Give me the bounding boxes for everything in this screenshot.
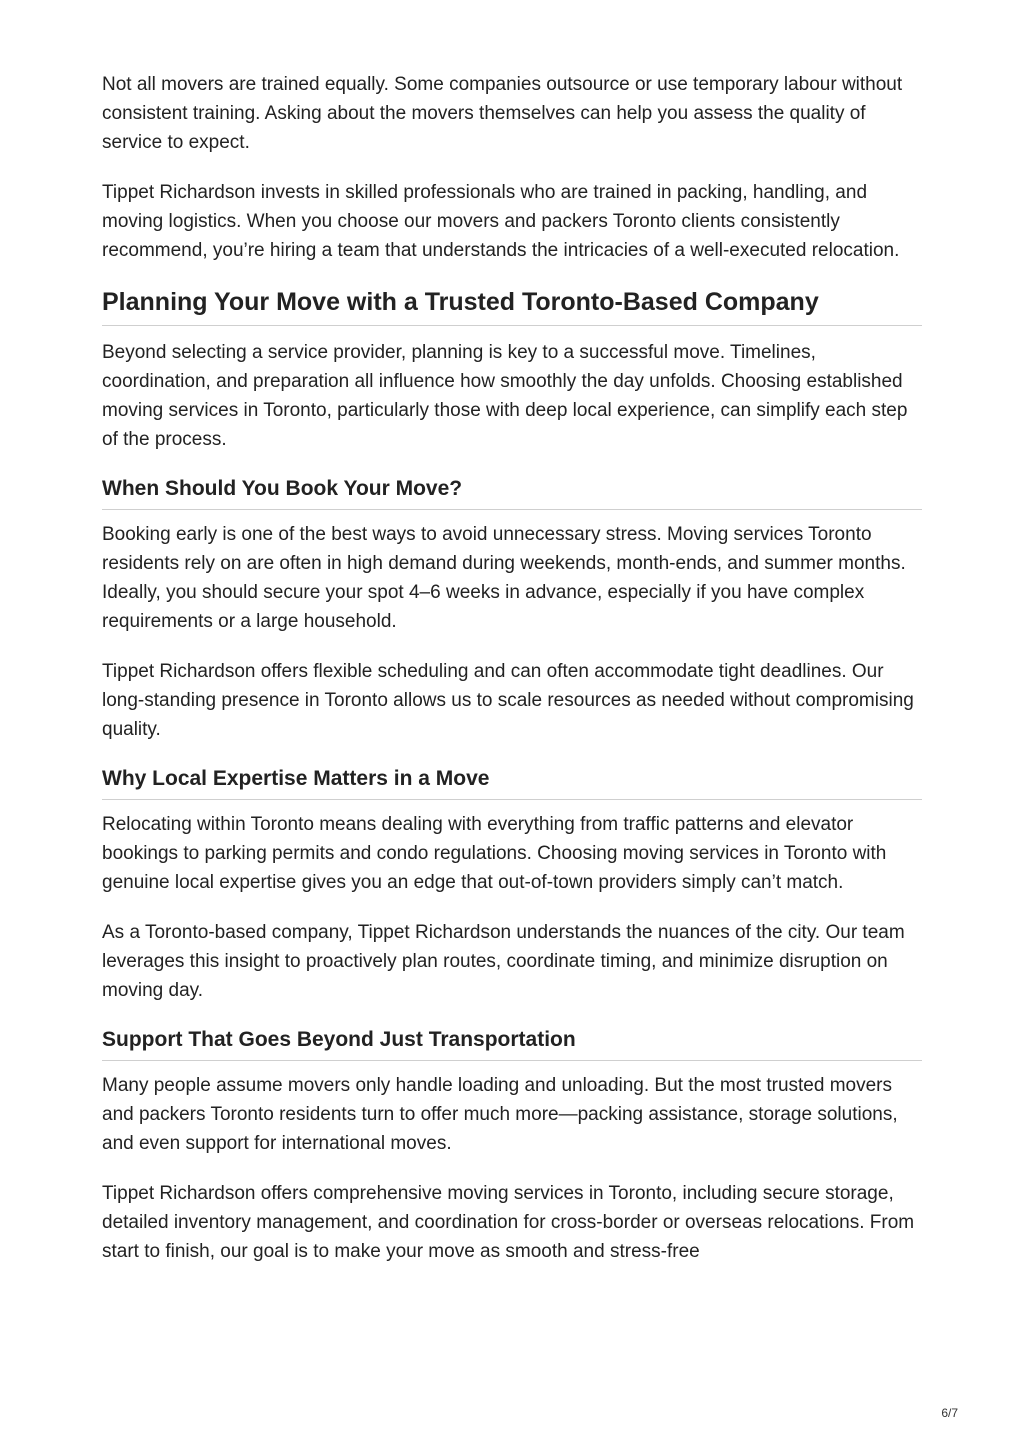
booking-paragraph-1: Booking early is one of the best ways to avoid unnecessary stress. Moving services Toronto residents rely on are often in high demand during weekends, month-ends, and summer months. Ideally, you should secure your spot 4–6 weeks in advance, especially if you have complex requirements or a large household. <box>102 524 906 632</box>
intro-paragraph-2: Tippet Richardson invests in skilled professionals who are trained in packing, handling, and moving logistics. When you choose our movers and packers Toronto clients consistently recommend, you’re hiring a team that understands the intricacies of a well-executed relocation. <box>102 182 900 261</box>
support-paragraph-2: Tippet Richardson offers comprehensive moving services in Toronto, including secure storage, detailed inventory management, and coordination for cross-border or overseas relocations. From start to finish, our goal is to make your move as smooth and stress-free <box>102 1183 915 1262</box>
document-body <box>102 70 922 1287</box>
planning-heading: Planning Your Move with a Trusted Toronto-Based Company <box>102 286 922 326</box>
booking-heading: When Should You Book Your Move? <box>102 475 922 510</box>
local-expertise-paragraph-2: As a Toronto-based company, Tippet Richardson understands the nuances of the city. Our team leverages this insight to proactively plan routes, coordinate timing, and minimize disruption on moving day. <box>102 922 905 1001</box>
intro-paragraph-1: Not all movers are trained equally. Some companies outsource or use temporary labour without consistent training. Asking about the movers themselves can help you assess the quality of service to expect. <box>102 74 903 153</box>
planning-paragraph-1: Beyond selecting a service provider, planning is key to a successful move. Timelines, coordination, and preparation all influence how smoothly the day unfolds. Choosing established moving services in Toronto, particularly those with deep local experience, can simplify each step of the process. <box>102 342 908 450</box>
support-paragraph-1: Many people assume movers only handle loading and unloading. But the most trusted movers and packers Toronto residents turn to offer much more—packing assistance, storage solutions, and even support for international moves. <box>102 1075 898 1154</box>
support-heading: Support That Goes Beyond Just Transportation <box>102 1026 922 1061</box>
local-expertise-paragraph-1: Relocating within Toronto means dealing with everything from traffic patterns and elevator bookings to parking permits and condo regulations. Choosing moving services in Toronto with genuine local expertise gives you an edge that out-of-town providers simply can’t match. <box>102 814 887 893</box>
local-expertise-heading: Why Local Expertise Matters in a Move <box>102 765 922 800</box>
booking-paragraph-2: Tippet Richardson offers flexible scheduling and can often accommodate tight deadlines. Our long-standing presence in Toronto allows us to scale resources as needed without compromising quality. <box>102 661 914 740</box>
page-number: 6/7 <box>941 1406 958 1420</box>
